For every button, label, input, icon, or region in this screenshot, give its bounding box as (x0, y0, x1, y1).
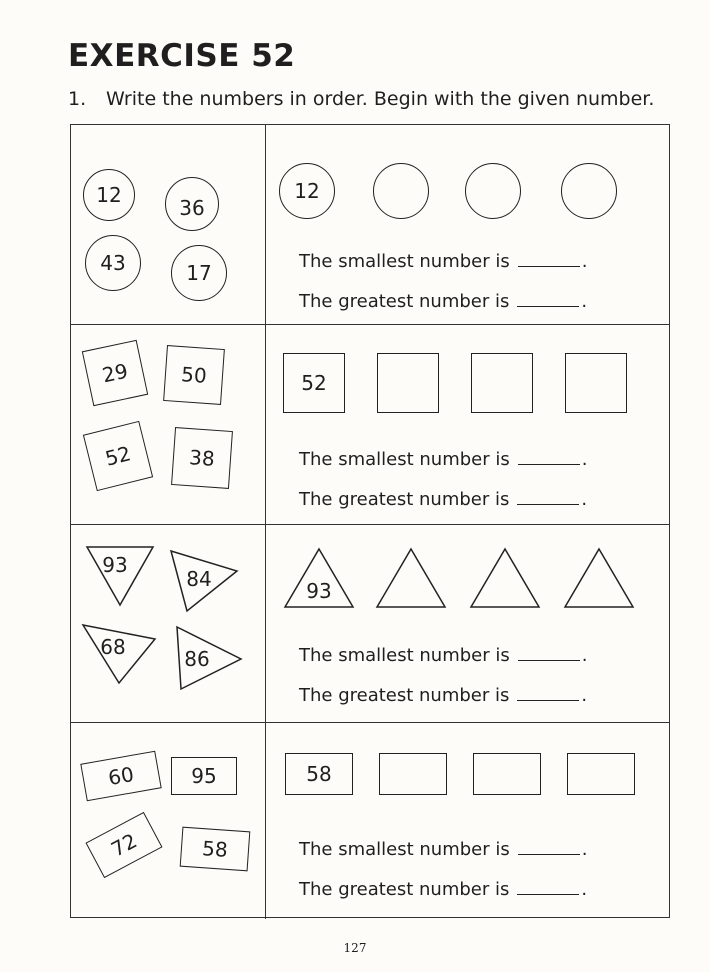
number-circle: 12 (83, 169, 135, 221)
number-circle: 36 (165, 177, 219, 231)
number-circle: 17 (171, 245, 227, 301)
column-divider (265, 325, 266, 524)
greatest-sentence: The greatest number is . (299, 291, 588, 312)
number-triangle: 86 (171, 625, 243, 691)
answer-triangle[interactable] (375, 547, 447, 609)
given-number-square: 52 (283, 353, 345, 413)
answer-square[interactable] (471, 353, 533, 413)
greatest-sentence: The greatest number is . (299, 879, 588, 900)
answer-circle[interactable] (373, 163, 429, 219)
answer-square[interactable] (565, 353, 627, 413)
answer-blank[interactable] (517, 292, 579, 307)
number-triangle: 84 (169, 549, 239, 613)
column-divider (265, 723, 266, 919)
answer-circle[interactable] (465, 163, 521, 219)
instruction (68, 88, 654, 110)
number-triangle: 93 (85, 545, 155, 607)
number-triangle: 68 (81, 623, 157, 685)
row-rectangles (71, 723, 669, 919)
column-divider (265, 525, 266, 722)
answer-rectangle[interactable] (379, 753, 447, 795)
answer-blank[interactable] (517, 880, 579, 895)
number-rectangle: 60 (80, 751, 161, 802)
answer-blank[interactable] (518, 646, 580, 661)
given-number-triangle: 93 (283, 547, 355, 609)
row-triangles (71, 525, 669, 723)
number-square: 38 (171, 427, 233, 489)
given-number-rectangle: 58 (285, 753, 353, 795)
answer-blank[interactable] (518, 252, 580, 267)
exercise-title: EXERCISE 52 (68, 38, 296, 74)
number-circle: 43 (85, 235, 141, 291)
smallest-sentence: The smallest number is . (299, 449, 588, 470)
given-number-circle: 12 (279, 163, 335, 219)
instruction-text: Write the numbers in order. Begin with the given number. (106, 88, 655, 110)
number-rectangle: 58 (180, 827, 251, 872)
answer-blank[interactable] (517, 686, 579, 701)
number-rectangle: 72 (85, 812, 162, 878)
row-squares (71, 325, 669, 525)
answer-blank[interactable] (517, 490, 579, 505)
number-rectangle: 95 (171, 757, 237, 795)
worksheet-table (70, 124, 670, 918)
number-square: 50 (163, 345, 225, 405)
smallest-sentence: The smallest number is . (299, 839, 588, 860)
greatest-sentence: The greatest number is . (299, 489, 588, 510)
row-circles (71, 125, 669, 325)
answer-triangle[interactable] (563, 547, 635, 609)
answer-circle[interactable] (561, 163, 617, 219)
answer-blank[interactable] (518, 450, 580, 465)
answer-triangle[interactable] (469, 547, 541, 609)
answer-rectangle[interactable] (567, 753, 635, 795)
column-divider (265, 125, 266, 324)
smallest-sentence: The smallest number is . (299, 645, 588, 666)
answer-square[interactable] (377, 353, 439, 413)
instruction-number: 1. (68, 88, 87, 110)
number-square: 29 (82, 340, 148, 406)
answer-rectangle[interactable] (473, 753, 541, 795)
greatest-sentence: The greatest number is . (299, 685, 588, 706)
smallest-sentence: The smallest number is . (299, 251, 588, 272)
page-number: 127 (343, 941, 367, 955)
number-square: 52 (83, 421, 153, 491)
answer-blank[interactable] (518, 840, 580, 855)
